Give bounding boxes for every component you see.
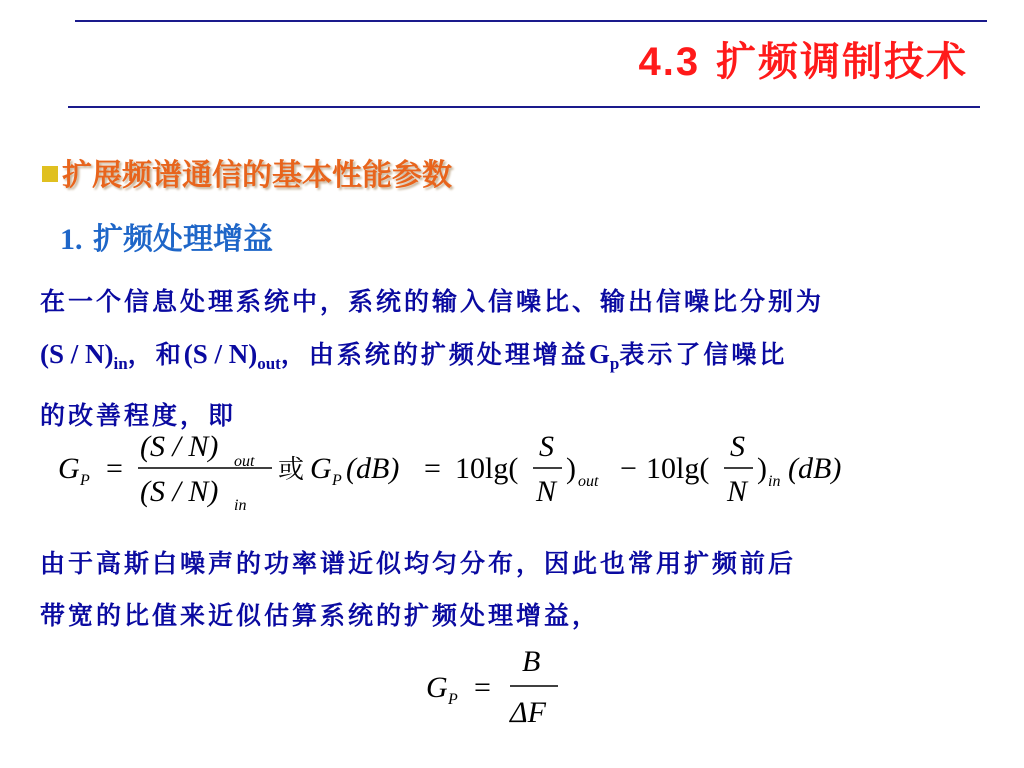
formula-close-paren: ) (566, 452, 576, 485)
formula-equals: = (424, 452, 441, 485)
formula-s: S (730, 430, 745, 463)
formula-denominator-subscript: in (234, 497, 247, 514)
formula-numerator-subscript: out (234, 453, 255, 470)
formula-denominator-delta-f: ΔF (510, 696, 546, 729)
formula-equals: = (474, 671, 491, 704)
formula-db-unit: (dB) (788, 452, 842, 485)
formula-gp: G (426, 671, 448, 704)
formula-gp-subscript: P (448, 691, 458, 708)
paragraph-line: 的改善程度，即 (40, 401, 237, 430)
formula-gp-db-subscript: P (332, 472, 342, 489)
formula-gp-subscript: P (80, 472, 90, 489)
formula-gp: G (58, 452, 80, 485)
formula-n: N (536, 475, 557, 508)
formula-denominator: (S / N) (140, 475, 219, 508)
subsection-heading: 1. 扩频处理增益 (60, 222, 273, 257)
formula-numerator-b: B (522, 645, 541, 678)
section-heading: 扩展频谱通信的基本性能参数 (42, 150, 452, 194)
formula-out-subscript: out (578, 473, 599, 490)
slide-title: 4.3 扩频调制技术 (638, 39, 968, 85)
formula-10lg: 10lg( (646, 452, 710, 485)
paragraph-line: 在一个信息处理系统中，系统的输入信噪比、输出信噪比分别为 (40, 287, 825, 316)
formula-in-subscript: in (768, 473, 781, 490)
paragraph-line: 带宽的比值来近似估算系统的扩频处理增益， (40, 601, 601, 630)
formula-numerator: (S / N) (140, 430, 219, 463)
formula-equals: = (106, 452, 123, 485)
paragraph-line: $(S / N)_{in}$，和$(S / N)_{out}$，由系统的扩频处理增益$G_p$表示了信噪比 (40, 339, 788, 373)
formula-n: N (727, 475, 748, 508)
formula-or: 或 (278, 455, 305, 485)
formula-db-unit: (dB) (346, 452, 400, 485)
formula-minus: − (620, 452, 637, 485)
formula-close-paren: ) (757, 452, 767, 485)
paragraph-line: 由于高斯白噪声的功率谱近似均匀分布，因此也常用扩频前后 (40, 549, 797, 578)
formula-10lg: 10lg( (455, 452, 519, 485)
formula-s: S (539, 430, 554, 463)
formula-gp-db: G (310, 452, 332, 485)
